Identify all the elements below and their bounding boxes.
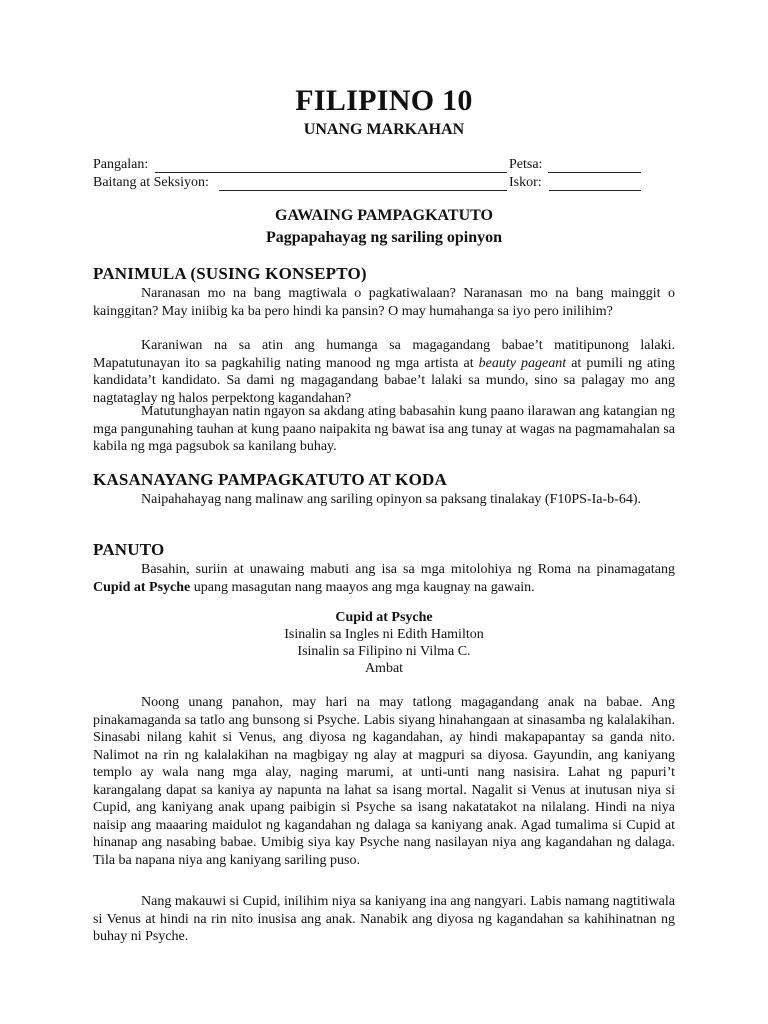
grade-section-label: Baitang at Seksiyon: xyxy=(93,175,209,190)
panimula-paragraph-2-text: Karaniwan na sa atin ang humanga sa magagandang babae’t matitipunong lalaki. Mapatutunayan ito sa pagkahilig nating manood ng mga artista at xyxy=(93,338,675,371)
panimula-heading: PANIMULA (SUSING KONSEPTO) xyxy=(93,264,367,283)
story-paragraph-1: Noong unang panahon, may hari na may tatlong magagandang anak na babae. Ang pinakamaganda sa tatlo ang bunsong si Psyche. Labis siyang hinahangaan at sinasamba ng kalalakihan. Sinasabi nilang kahit si Venus, ang diyosa ng kagandahan, ay hindi makapapantay sa ganda nito. Nalimot na rin ng kalalakihan na magbigay ng alay at magpuri sa diyosa. Gayundin, ang kaniyang templo ay wala nang mga alay, naging marumi, at unti-unti nang nasisira. Lahat ng papuri’t karangalang dapat sa kaniya ay napunta na lahat sa isang mortal. Nagalit si Venus at inutusan niya si Cupid, ang kaniyang anak upang paibigin si Psyche sa isang nakatatakot na nilalang. Hindi na niya naisip ang maaaring maidulot ng kagandahan ng dalaga sa kaniyang anak. Agad tumalima si Cupid at hinanap ang nasabing babae. Umibig siya kay Psyche nang nasilayan niya ang kagandahan ng dalaga. Tila ba napana niya ang kaniyang sariling puso. xyxy=(93,695,675,868)
beauty-pageant-italic: beauty pageant xyxy=(478,355,567,371)
panuto-paragraph xyxy=(93,561,675,596)
name-field[interactable] xyxy=(155,172,507,173)
document-title: FILIPINO 10 xyxy=(295,84,473,117)
panuto-paragraph-text: Basahin, suriin at unawaing mabuti ang isa sa mga mitolohiya ng Roma na pinamagatang xyxy=(141,562,675,577)
panuto-paragraph-text-end: upang masagutan nang maayos ang mga kaugnay na gawain. xyxy=(190,579,535,595)
panimula-paragraph-2-text-end: at pumili ng ating kandidata’t kandidato. Sa dami ng magagandang babae’t lalaki sa mundo, sino sa palagay mo ang nagtataglay ng halos perpektong kagandahan? xyxy=(93,355,676,406)
story-credit-english: Isinalin sa Ingles ni Edith Hamilton xyxy=(284,627,484,642)
kasanayan-heading: KASANAYANG PAMPAGKATUTO AT KODA xyxy=(93,470,447,489)
activity-title: GAWAING PAMPAGKATUTO xyxy=(275,207,493,224)
activity-subtitle: Pagpapahayag ng sariling opinyon xyxy=(265,229,503,246)
name-label: Pangalan: xyxy=(93,157,149,172)
date-label: Petsa: xyxy=(509,157,543,172)
grade-section-field[interactable] xyxy=(219,190,507,191)
panimula-paragraph-2 xyxy=(93,337,675,407)
story-title-bold: Cupid at Psyche xyxy=(93,579,191,595)
story-credit-name-end: Ambat xyxy=(364,661,404,676)
panimula-paragraph-3: Matutunghayan natin ngayon sa akdang ating babasahin kung paano ilarawan ang katangian ng mga pangunahing tauhan at kung paano naipakita ng bawat isa ang tunay at wagas na pagmamahalan sa kabila ng mga pagsubok sa kanilang buhay. xyxy=(93,404,675,454)
document-subtitle: UNANG MARKAHAN xyxy=(303,121,465,138)
story-credit-filipino: Isinalin sa Filipino ni Vilma C. xyxy=(297,644,471,659)
panuto-heading: PANUTO xyxy=(93,540,165,559)
date-field[interactable] xyxy=(548,172,641,173)
panimula-paragraph-1: Naranasan mo na bang magtiwala o pagkatiwalaan? Naranasan mo na bang mainggit o kainggitan? May iniibig ka ba pero hindi ka pansin? O may humahanga sa iyo pero inilihim? xyxy=(93,286,675,319)
kasanayan-paragraph: Naipahahayag nang malinaw ang sariling opinyon sa paksang tinalakay (F10PS-Ia-b-64). xyxy=(141,492,641,507)
story-title: Cupid at Psyche xyxy=(335,610,433,625)
score-label: Iskor: xyxy=(509,175,542,190)
score-field[interactable] xyxy=(549,190,641,191)
story-paragraph-2: Nang makauwi si Cupid, inilihim niya sa kaniyang ina ang nangyari. Labis namang nagtitiwala si Venus at hindi na rin nito inusisa ang anak. Nanabik ang diyosa ng kagandahan sa kahihinatnan ng buhay ni Psyche. xyxy=(93,894,675,944)
